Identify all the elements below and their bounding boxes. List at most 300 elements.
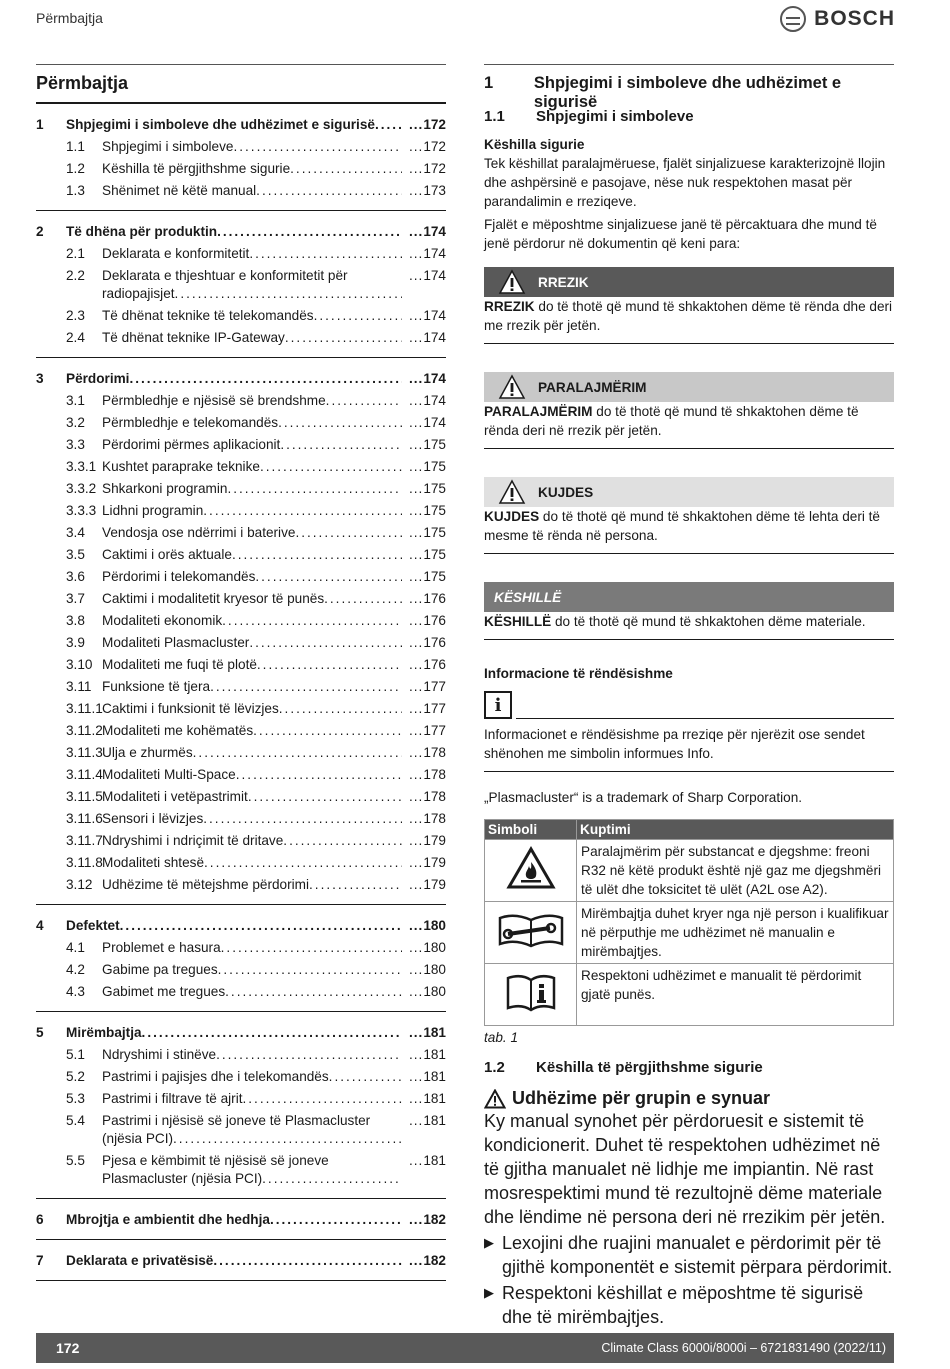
- toc-number: 3.1: [66, 393, 85, 408]
- toc-entry-text: [102, 742, 402, 764]
- dot-leader: [326, 390, 402, 412]
- toc-label: Gabimet me tregues: [102, 984, 226, 999]
- table-of-contents: [36, 64, 446, 1281]
- toc-entry-text: [102, 1088, 402, 1110]
- toc-label: Përdorimi përmes aplikacionit: [102, 437, 281, 452]
- toc-subentry[interactable]: [36, 830, 446, 852]
- toc-entry-text: [102, 158, 402, 180]
- warning-text: [484, 402, 894, 449]
- notice-description: do të thotë që mund të shkaktohen dëme materiale.: [551, 614, 866, 629]
- toc-chapter-entry[interactable]: [36, 915, 446, 937]
- info-header: [484, 691, 894, 719]
- toc-section: [36, 1240, 446, 1281]
- toc-subentry[interactable]: [36, 676, 446, 698]
- dot-leader: [217, 221, 402, 243]
- dot-leader: [278, 412, 402, 434]
- toc-number: 4.3: [66, 984, 85, 999]
- toc-number: 6: [36, 1212, 44, 1227]
- toc-number: 2.3: [66, 308, 85, 323]
- toc-number: 5.3: [66, 1091, 85, 1106]
- table-row: [485, 840, 894, 902]
- warning-label: PARALAJMËRIM: [538, 379, 647, 395]
- dot-leader: [262, 1170, 402, 1188]
- symbol-cell: [485, 902, 577, 964]
- column-header-meaning: Kuptimi: [577, 820, 894, 840]
- toc-subentry[interactable]: [36, 434, 446, 456]
- meaning-cell: Paralajmërim për substancat e djegshme: freoni R32 në këtë produkt është një gaz me djegshmëri të ulët dhe toksicitet të ulët (A2L ose A2).: [577, 840, 894, 902]
- toc-label: Deklarata e privatësisë: [66, 1253, 214, 1268]
- toc-number: 1.2: [66, 161, 85, 176]
- toc-section: [36, 358, 446, 905]
- toc-chapter-entry[interactable]: [36, 368, 446, 390]
- toc-page-number: ... 180: [402, 937, 446, 959]
- subsection-number: 1.1: [484, 108, 505, 125]
- toc-subentry[interactable]: [36, 412, 446, 434]
- danger-bar: [484, 267, 894, 297]
- toc-page-number: ... 175: [402, 500, 446, 522]
- warning-triangle-icon: [498, 374, 526, 400]
- toc-page-number: ... 176: [402, 654, 446, 676]
- toc-subentry[interactable]: [36, 566, 446, 588]
- toc-page-number: ... 178: [402, 808, 446, 830]
- toc-number: 5.2: [66, 1069, 85, 1084]
- dot-leader: [329, 1066, 402, 1088]
- dot-leader: [243, 1088, 403, 1110]
- dot-leader: [283, 830, 402, 852]
- toc-label: Pjesa e këmbimit të njësisë së joneve: [102, 1153, 329, 1168]
- target-group-title: Udhëzime për grupin e synuar: [512, 1088, 771, 1108]
- dot-leader: [260, 456, 402, 478]
- toc-number: 3.3.3: [66, 503, 97, 518]
- toc-subentry[interactable]: [36, 786, 446, 808]
- toc-page-number: ... 173: [402, 180, 446, 202]
- notice-label: KËSHILLË: [494, 589, 562, 605]
- toc-subentry[interactable]: [36, 852, 446, 874]
- dot-leader: [285, 327, 402, 349]
- warning-word: PARALAJMËRIM: [484, 404, 593, 419]
- toc-entry-text: [102, 566, 402, 588]
- toc-page-number: ... 174: [402, 412, 446, 434]
- info-divider: [516, 718, 894, 719]
- toc-label: Modaliteti shtesë: [102, 855, 205, 870]
- table-row: [485, 964, 894, 1026]
- trademark-note: „Plasmacluster“ is a trademark of Sharp Corporation.: [484, 790, 803, 805]
- toc-entry-text: [102, 478, 402, 500]
- toc-subentry[interactable]: [36, 390, 446, 412]
- dot-leader: [295, 522, 402, 544]
- service-manual-icon: [496, 908, 566, 952]
- toc-page-number: ... 181: [402, 1112, 446, 1148]
- toc-entry-text: [102, 1066, 402, 1088]
- toc-number: 3.11.5: [66, 789, 103, 804]
- toc-entry-text: [102, 808, 402, 830]
- toc-entry-text: [102, 522, 402, 544]
- dot-leader: [221, 937, 402, 959]
- toc-subentry[interactable]: [36, 180, 446, 202]
- toc-page-number: ... 175: [402, 456, 446, 478]
- toc-label: Përdorimi i telekomandës: [102, 569, 256, 584]
- toc-subentry[interactable]: [36, 742, 446, 764]
- table-header-row: [485, 820, 894, 840]
- toc-subentry[interactable]: [36, 1150, 446, 1190]
- toc-number: 3: [36, 371, 44, 386]
- toc-subentry[interactable]: [36, 654, 446, 676]
- toc-subentry[interactable]: [36, 764, 446, 786]
- bosch-armature-icon: [780, 6, 806, 32]
- dot-leader: [375, 114, 402, 136]
- toc-subentry[interactable]: [36, 698, 446, 720]
- dot-leader: [279, 698, 402, 720]
- toc-page-number: ... 175: [402, 478, 446, 500]
- toc-number: 4.1: [66, 940, 85, 955]
- toc-entry-text: [102, 588, 402, 610]
- toc-chapter-entry[interactable]: [36, 114, 446, 136]
- list-item: [484, 1281, 894, 1329]
- toc-entry-text: [102, 937, 402, 959]
- toc-label: Caktimi i funksionit të lëvizjes: [102, 701, 279, 716]
- toc-page-number: ... 177: [402, 720, 446, 742]
- dot-leader: [222, 610, 402, 632]
- toc-label: Defektet: [66, 918, 120, 933]
- signal-words-paragraph: Fjalët e mëposhtme sinjalizuese janë të përcaktuara dhe mund të jenë përdorur në dokumentin që keni para:: [484, 217, 877, 251]
- toc-label-continued: radiopajisjet: [102, 286, 175, 301]
- toc-entry-text: [102, 327, 402, 349]
- toc-page-number: ... 172: [402, 114, 446, 136]
- toc-subentry[interactable]: [36, 874, 446, 896]
- toc-number: 5.5: [66, 1153, 85, 1168]
- toc-label: Modaliteti i vetëpastrimit: [102, 789, 248, 804]
- toc-subentry[interactable]: [36, 588, 446, 610]
- toc-number: 2.1: [66, 246, 85, 261]
- list-item-text: Respektoni këshillat e mëposhtme të sigurisë dhe të mirëmbajtjes.: [502, 1283, 864, 1327]
- subsection-number: 1.2: [484, 1059, 505, 1076]
- dot-leader: [175, 285, 402, 303]
- toc-entry-text: [66, 915, 402, 937]
- toc-label: Shpjegimi i simboleve: [102, 139, 234, 154]
- toc-entry-text: [102, 1112, 402, 1148]
- toc-subentry[interactable]: [36, 544, 446, 566]
- toc-label: Deklarata e konformitetit: [102, 246, 250, 261]
- dot-leader: [314, 305, 402, 327]
- toc-label: Sensori i lëvizjes: [102, 811, 204, 826]
- section-number: 1: [484, 74, 494, 92]
- dot-leader: [173, 1130, 402, 1148]
- warning-bar: [484, 372, 894, 402]
- toc-subentry[interactable]: [36, 265, 446, 305]
- toc-page-number: ... 182: [402, 1209, 446, 1231]
- toc-entry-text: [102, 412, 402, 434]
- page-footer: [36, 1333, 894, 1363]
- toc-label: Modaliteti Plasmacluster: [102, 635, 250, 650]
- toc-label: Modaliteti Multi-Space: [102, 767, 236, 782]
- toc-label: Gabime pa tregues: [102, 962, 218, 977]
- toc-entry-text: [102, 136, 402, 158]
- toc-number: 3.9: [66, 635, 85, 650]
- toc-page-number: ... 174: [402, 267, 446, 303]
- toc-label: Deklarata e thjeshtuar e konformitetit për: [102, 268, 348, 283]
- toc-subentry[interactable]: [36, 1088, 446, 1110]
- toc-label: Problemet e hasura: [102, 940, 221, 955]
- table-row: [485, 902, 894, 964]
- toc-section: [36, 104, 446, 211]
- dot-leader: [210, 676, 402, 698]
- toc-entry-text: [66, 1022, 402, 1044]
- toc-subentry[interactable]: [36, 1110, 446, 1150]
- toc-page-number: ... 174: [402, 368, 446, 390]
- toc-number: 3.5: [66, 547, 85, 562]
- dot-leader: [309, 874, 402, 896]
- dot-leader: [204, 852, 402, 874]
- toc-page-number: ... 172: [402, 136, 446, 158]
- page-number: 172: [56, 1340, 80, 1356]
- toc-label-continued: Plasmacluster (njësia PCI): [102, 1171, 263, 1186]
- toc-label: Ndryshimi i stinëve: [102, 1047, 217, 1062]
- toc-entry-text: [66, 368, 402, 390]
- toc-page-number: ... 176: [402, 632, 446, 654]
- operating-manual-icon: [505, 972, 557, 1012]
- symbols-table: [484, 819, 894, 1026]
- toc-number: 3.4: [66, 525, 85, 540]
- toc-number: 1: [36, 117, 44, 132]
- dot-leader: [236, 764, 402, 786]
- toc-label: Modaliteti me kohëmatës: [102, 723, 254, 738]
- toc-label: Lidhni programin: [102, 503, 204, 518]
- toc-number: 3.10: [66, 657, 93, 672]
- toc-section: [36, 905, 446, 1012]
- toc-entry-text: [102, 959, 402, 981]
- dot-leader: [213, 1250, 402, 1272]
- toc-label: Funksione të tjera: [102, 679, 211, 694]
- toc-page-number: ... 177: [402, 698, 446, 720]
- toc-section: [36, 211, 446, 358]
- target-group-paragraph: Ky manual synohet për përdoruesit e sistemit të kondicionerit. Duhet të respektohen udhëzimet në të gjitha manualet në lidhje me impiantin. Në rast mosrespektimi mund të rezultojnë dëme materiale dhe lëndime në persona deri në rrezikim për jetën.: [484, 1111, 886, 1227]
- safety-advice-heading: Këshilla sigurie: [484, 137, 585, 152]
- toc-page-number: ... 182: [402, 1250, 446, 1272]
- toc-entry-text: [66, 1250, 402, 1272]
- toc-number: 3.2: [66, 415, 85, 430]
- toc-page-number: ... 174: [402, 221, 446, 243]
- danger-text: [484, 297, 894, 344]
- document-info: Climate Class 6000i/8000i – 6721831490 (2022/11): [601, 1341, 886, 1355]
- dot-leader: [129, 368, 402, 390]
- toc-entry-text: [102, 180, 402, 202]
- toc-entry-text: [102, 852, 402, 874]
- dot-leader: [256, 180, 402, 202]
- dot-leader: [120, 915, 402, 937]
- toc-label: Përmbledhje e njësisë së brendshme: [102, 393, 326, 408]
- bullet-arrow-icon: ▶: [484, 1235, 494, 1250]
- toc-number: 3.11.8: [66, 855, 103, 870]
- toc-entry-text: [102, 544, 402, 566]
- toc-entry-text: [102, 500, 402, 522]
- toc-entry-text: [102, 786, 402, 808]
- toc-page-number: ... 177: [402, 676, 446, 698]
- toc-entry-text: [102, 632, 402, 654]
- toc-number: 3.6: [66, 569, 85, 584]
- notice-word: KËSHILLË: [484, 614, 552, 629]
- toc-label: Shpjegimi i simboleve dhe udhëzimet e sigurisë: [66, 117, 375, 132]
- dot-leader: [255, 566, 402, 588]
- subsection-heading: [484, 108, 894, 125]
- toc-label: Caktimi i orës aktuale: [102, 547, 232, 562]
- dot-leader: [270, 1209, 402, 1231]
- toc-page-number: ... 180: [402, 981, 446, 1003]
- meaning-cell: Mirëmbajtja duhet kryer nga një person i kualifikuar në përputhje me udhëzimet në manualin e mirëmbajtjes.: [577, 902, 894, 964]
- toc-number: 1.3: [66, 183, 85, 198]
- toc-subentry[interactable]: [36, 158, 446, 180]
- toc-label: Të dhënat teknike të telekomandës: [102, 308, 314, 323]
- toc-number: 3.11.7: [66, 833, 103, 848]
- toc-page-number: ... 175: [402, 434, 446, 456]
- toc-subentry[interactable]: [36, 136, 446, 158]
- toc-number: 3.11.3: [66, 745, 103, 760]
- toc-number: 3.11: [66, 679, 92, 694]
- toc-label: Kushtet paraprake teknike: [102, 459, 260, 474]
- toc-number: 2: [36, 224, 44, 239]
- toc-subentry[interactable]: [36, 610, 446, 632]
- toc-page-number: ... 180: [402, 959, 446, 981]
- toc-label: Caktimi i modalitetit kryesor të punës: [102, 591, 325, 606]
- toc-page-number: ... 176: [402, 588, 446, 610]
- toc-entry-text: [66, 114, 402, 136]
- caution-bar: [484, 477, 894, 507]
- toc-label: Shkarkoni programin: [102, 481, 228, 496]
- toc-page-number: ... 175: [402, 566, 446, 588]
- toc-number: 3.3.2: [66, 481, 97, 496]
- toc-subentry[interactable]: [36, 632, 446, 654]
- caution-label: KUJDES: [538, 484, 594, 500]
- toc-page-number: ... 181: [402, 1066, 446, 1088]
- toc-number: 3.3.1: [66, 459, 97, 474]
- toc-page-number: ... 174: [402, 327, 446, 349]
- toc-page-number: ... 174: [402, 305, 446, 327]
- toc-label: Ndryshimi i ndriçimit të dritave: [102, 833, 284, 848]
- main-content: [484, 64, 894, 1329]
- toc-number: 4: [36, 918, 44, 933]
- dot-leader: [193, 742, 402, 764]
- subsection-heading: [484, 1059, 894, 1076]
- toc-number: 5: [36, 1025, 44, 1040]
- danger-label: RREZIK: [538, 274, 589, 290]
- toc-subentry[interactable]: [36, 522, 446, 544]
- flammable-warning-icon: [506, 846, 556, 890]
- toc-page-number: ... 181: [402, 1022, 446, 1044]
- toc-subentry[interactable]: [36, 981, 446, 1003]
- toc-subentry[interactable]: [36, 720, 446, 742]
- dot-leader: [248, 786, 402, 808]
- toc-subentry[interactable]: [36, 959, 446, 981]
- section-heading: [484, 64, 894, 111]
- toc-number: 3.11.2: [66, 723, 103, 738]
- toc-subentry[interactable]: [36, 327, 446, 349]
- toc-number: 3.12: [66, 877, 93, 892]
- list-item-text: Lexojini dhe ruajini manualet e përdorimit për të gjithë komponentët e sistemit përpara përdorimit.: [502, 1233, 893, 1277]
- toc-page-number: ... 175: [402, 522, 446, 544]
- warning-triangle-icon: [498, 269, 526, 295]
- dot-leader: [290, 158, 402, 180]
- toc-entry-text: [102, 830, 402, 852]
- toc-number: 3.3: [66, 437, 85, 452]
- toc-entry-text: [102, 764, 402, 786]
- dot-leader: [218, 959, 402, 981]
- toc-body: [36, 104, 446, 1281]
- toc-entry-text: [102, 434, 402, 456]
- caution-text: [484, 507, 894, 554]
- toc-number: 3.11.1: [66, 701, 103, 716]
- dot-leader: [227, 478, 402, 500]
- toc-chapter-entry[interactable]: [36, 221, 446, 243]
- toc-number: 5.1: [66, 1047, 85, 1062]
- toc-label: Pastrimi i njësisë së joneve të Plasmacluster: [102, 1113, 371, 1128]
- notice-bar: [484, 582, 894, 612]
- info-icon: i: [484, 691, 512, 719]
- dot-leader: [233, 136, 402, 158]
- toc-number: 3.8: [66, 613, 85, 628]
- toc-subentry[interactable]: [36, 1066, 446, 1088]
- toc-label: Përmbledhje e telekomandës: [102, 415, 279, 430]
- toc-label: Mirëmbajtja: [66, 1025, 142, 1040]
- toc-number: 2.4: [66, 330, 85, 345]
- dot-leader: [253, 720, 402, 742]
- toc-page-number: ... 179: [402, 830, 446, 852]
- dot-leader: [249, 243, 402, 265]
- toc-page-number: ... 179: [402, 852, 446, 874]
- toc-page-number: ... 175: [402, 544, 446, 566]
- toc-entry-text: [66, 221, 402, 243]
- toc-page-number: ... 178: [402, 742, 446, 764]
- toc-subentry[interactable]: [36, 1044, 446, 1066]
- dot-leader: [324, 588, 402, 610]
- bosch-logo: [780, 6, 895, 32]
- toc-chapter-entry[interactable]: [36, 1250, 446, 1272]
- danger-word: RREZIK: [484, 299, 535, 314]
- toc-page-number: ... 174: [402, 390, 446, 412]
- toc-chapter-entry[interactable]: [36, 1022, 446, 1044]
- toc-entry-text: [102, 981, 402, 1003]
- dot-leader: [142, 1022, 402, 1044]
- toc-subentry[interactable]: [36, 808, 446, 830]
- toc-entry-text: [102, 390, 402, 412]
- toc-subentry[interactable]: [36, 243, 446, 265]
- toc-chapter-entry[interactable]: [36, 1209, 446, 1231]
- dot-leader: [203, 500, 402, 522]
- toc-number: 2.2: [66, 268, 85, 283]
- meaning-cell: Respektoni udhëzimet e manualit të përdorimit gjatë punës.: [577, 964, 894, 1026]
- target-group-heading: [484, 1088, 894, 1109]
- toc-subentry[interactable]: [36, 500, 446, 522]
- dot-leader: [216, 1044, 402, 1066]
- toc-subentry[interactable]: [36, 937, 446, 959]
- toc-subentry[interactable]: [36, 478, 446, 500]
- toc-label: Të dhëna për produktin: [66, 224, 218, 239]
- toc-subentry[interactable]: [36, 305, 446, 327]
- section-title: Shpjegimi i simboleve dhe udhëzimet e sigurisë: [533, 74, 842, 111]
- toc-label: Përdorimi: [66, 371, 130, 386]
- toc-number: 1.1: [66, 139, 85, 154]
- dot-leader: [249, 632, 402, 654]
- toc-number: 5.4: [66, 1113, 85, 1128]
- toc-entry-text: [102, 610, 402, 632]
- toc-page-number: ... 172: [402, 158, 446, 180]
- dot-leader: [232, 544, 402, 566]
- toc-page-number: ... 178: [402, 764, 446, 786]
- toc-label: Këshilla të përgjithshme sigurie: [102, 161, 291, 176]
- toc-entry-text: [102, 874, 402, 896]
- toc-entry-text: [102, 1044, 402, 1066]
- caution-description: do të thotë që mund të shkaktohen dëme të lehta deri të mesme të rënda në persona.: [484, 509, 880, 543]
- toc-subentry[interactable]: [36, 456, 446, 478]
- toc-label: Vendosja ose ndërrimi i baterive: [102, 525, 296, 540]
